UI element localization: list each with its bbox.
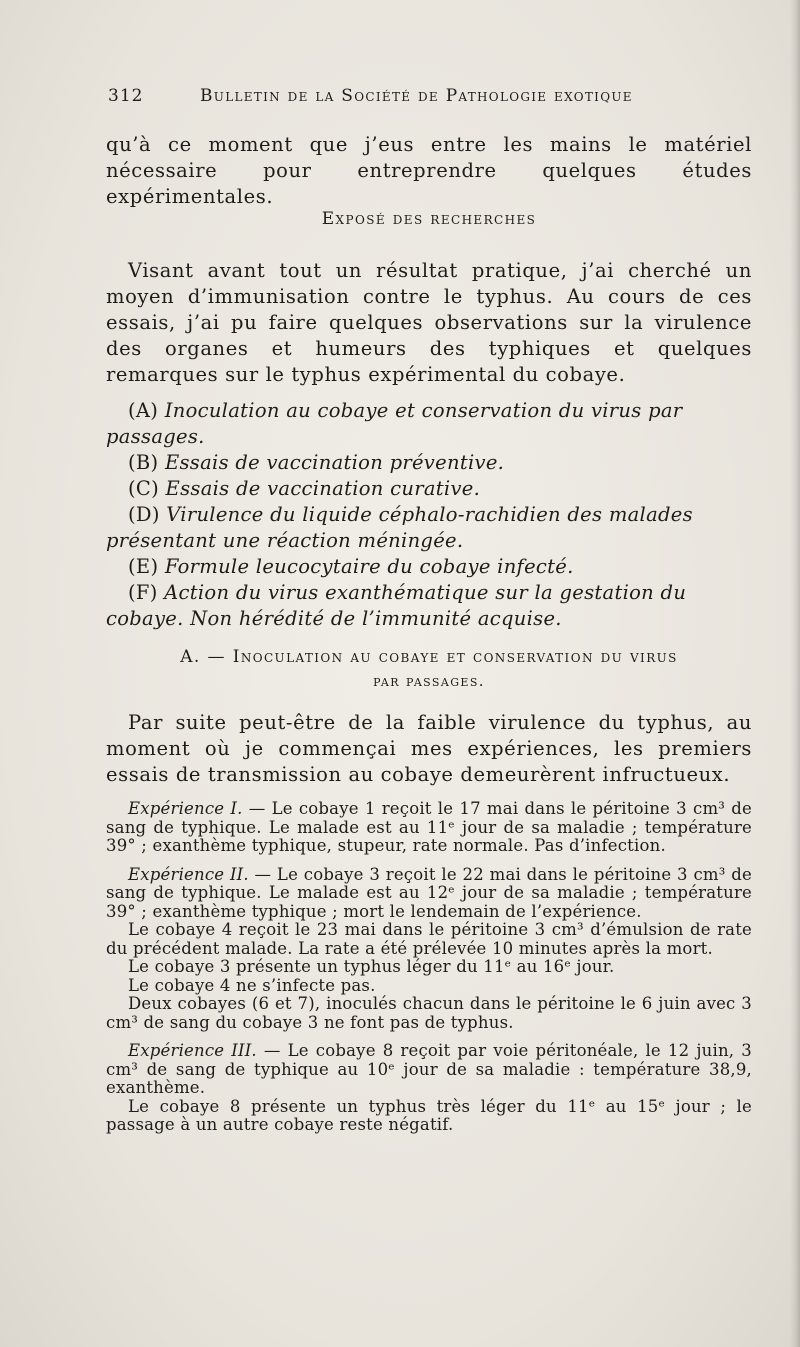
- section-paragraph: Visant avant tout un résultat pratique, j’ai cherché un moyen d’immunisation contre le typhus. Au cours de ces essais, j’ai pu faire quelques observations sur la virulence des organes et humeurs des typhiques et quelques remarques sur le typhus expérimental du cobaye.: [106, 259, 752, 386]
- outline-item: (C) Essais de vaccination curative.: [128, 477, 481, 500]
- outline-item: (E) Formule leucocytaire du cobaye infecté.: [128, 555, 574, 578]
- experiment-2-label: Expérience II.: [128, 864, 249, 884]
- subsection-heading-block: [106, 645, 752, 693]
- section-heading-block: [106, 207, 752, 231]
- subsection-heading-line2: par passages.: [373, 672, 485, 690]
- experiment-2: Expérience II. — Le cobaye 3 reçoit le 22 mai dans le péritoine 3 cm³ de sang de typhique. Le malade est au 12ᵉ jour de sa maladie ; température 39° ; exanthème typhique ; mort le lendemain de l’expérience.: [106, 864, 752, 921]
- experiment-2-paragraph: Le cobaye 3 présente un typhus léger du 11ᵉ au 16ᵉ jour.: [128, 957, 615, 976]
- section-heading: Exposé des recherches: [321, 209, 537, 229]
- outline-item: (A) Inoculation au cobaye et conservation du virus par passages.: [106, 399, 683, 448]
- outline-item: (F) Action du virus exanthématique sur la gestation du cobaye. Non hérédité de l’immunité acquise.: [106, 581, 687, 630]
- experiment-2-paragraph: Le cobaye 4 ne s’infecte pas.: [128, 975, 376, 995]
- experiment-1: Expérience I. — Le cobaye 1 reçoit le 17 mai dans le péritoine 3 cm³ de sang de typhique. Le malade est au 11ᵉ jour de sa maladie ; température 39° ; exanthème typhique, stupeur, rate normale. Pas d’infection.: [106, 799, 752, 855]
- page-number: 312: [108, 86, 144, 106]
- experiment-2-paragraph: Deux cobayes (6 et 7), inoculés chacun dans le péritoine le 6 juin avec 3 cm³ de sang du cobaye 3 ne font pas de typhus.: [106, 994, 752, 1032]
- experiment-1-label: Expérience I.: [128, 799, 243, 818]
- subsection-paragraph: Par suite peut-être de la faible virulence du typhus, au moment où je commençai mes expériences, les premiers essais de transmission au cobaye demeurèrent infructueux.: [106, 711, 752, 786]
- running-header: [108, 86, 668, 112]
- experiment-2-paragraph: Le cobaye 4 reçoit le 23 mai dans le péritoine 3 cm³ d’émulsion de rate du précédent malade. La rate a été prélevée 10 minutes après la mort.: [106, 920, 752, 958]
- outline-item: (D) Virulence du liquide céphalo-rachidien des malades présentant une réaction méningée.: [106, 503, 693, 552]
- experiment-3: Expérience III. — Le cobaye 8 reçoit par voie péritonéale, le 12 juin, 3 cm³ de sang de typhique au 10ᵉ jour de sa maladie : température 38,9, exanthème.: [106, 1041, 752, 1097]
- subsection-heading-line1: A. — Inoculation au cobaye et conservation du virus: [180, 647, 678, 667]
- intro-paragraph: qu’à ce moment que j’eus entre les mains le matériel nécessaire pour entreprendre quelques études expérimentales.: [106, 133, 752, 208]
- outline-list: [106, 398, 752, 632]
- subsection-paragraph-block: [106, 710, 752, 788]
- experiment-3-paragraph: Le cobaye 8 présente un typhus très léger du 11ᵉ au 15ᵉ jour ; le passage à un autre cobaye reste négatif.: [106, 1096, 752, 1134]
- experiments-block: [106, 800, 752, 1135]
- section-paragraph-block: [106, 258, 752, 388]
- intro-block: [106, 132, 752, 210]
- journal-title: Bulletin de la Société de Pathologie exotique: [200, 86, 633, 106]
- experiment-3-label: Expérience III.: [128, 1041, 257, 1060]
- outline-item: (B) Essais de vaccination préventive.: [128, 451, 505, 474]
- page-edge-shadow: [790, 0, 800, 1347]
